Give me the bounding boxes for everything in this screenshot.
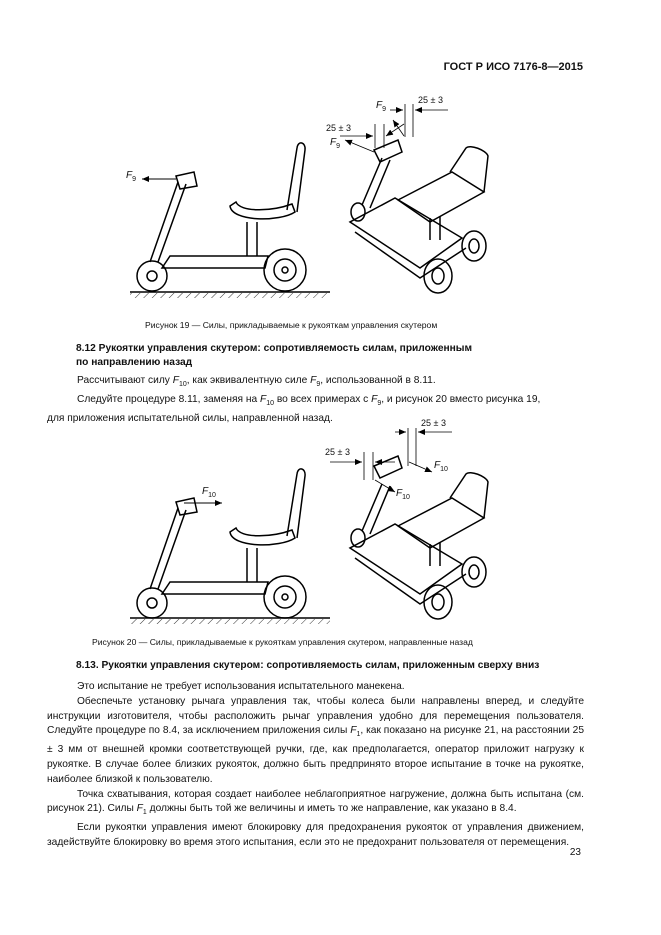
paragraph-8-12-2-cont: для приложения испытательной силы, направленной назад. [47, 412, 333, 424]
section-8-13-title: 8.13. Рукоятки управления скутером: сопротивляемость силам, приложенным сверху вниз [76, 660, 540, 671]
paragraph-8-12-2: Следуйте процедуре 8.11, заменяя на $F_{10}$ во всех примерах с $F_9$, и рисунок 20 вместо рисунка 19, [77, 393, 541, 407]
paragraph-8-13-2: Обеспечьте установку рычага управления так, чтобы колеса были направлены вперед, и следуйте инструкции изготовителя, чтобы расположить рычаг управления удобно для перемещения пользователя. Следуйте процедуре по 8.4, за исключением приложения силы $F_1$, как показано на рисунке 21, на расстоянии 25 ± 3 мм от внешней кромки соответствующей ручки, где, как предполагается, оператор приложит нагрузку к рукоятке. В случае более близких рукояток, должно быть предпринято второе испытание в точке на рукоятке, наиболее близкой к пользователю. [47, 695, 584, 785]
paragraph-8-13-3: Точка схватывания, которая создает наиболее неблагоприятное нагружение, должна быть испытана (см. рисунок 21). Силы $F_1$ должны быть той же величины и иметь то же направление, как указано в 8.4. [47, 788, 584, 817]
paragraph-8-13-1: Это испытание не требует использования испытательного манекена. [77, 681, 405, 692]
paragraph-8-13-4: Если рукоятки управления имеют блокировку для предохранения рукояток от управления движением, задействуйте блокировку во время этого испытания, если это не предохранит пользователя от перемещения. [47, 822, 584, 849]
figure-19-caption: Рисунок 19 — Силы, прикладываемые к рукояткам управления скутером [145, 320, 438, 330]
force-label-f10-lower: $F_{10}$ [396, 488, 410, 501]
paragraph-8-12-1: Рассчитывают силу $F_{10}$, как эквивалентную силе $F_9$, использованной в 8.11. [77, 375, 436, 389]
figure-20-caption: Рисунок 20 — Силы, прикладываемые к рукояткам управления скутером, направленные назад [92, 637, 473, 647]
force-label-f9-right: $F_9$ [330, 137, 341, 150]
force-label-f9-left: $F_9$ [126, 170, 137, 183]
page-number: 23 [569, 847, 581, 858]
force-label-f10-left: $F_{10}$ [202, 486, 216, 499]
dimension-label-right-fig20: 25 ± 3 [421, 418, 446, 428]
scooter-side-view-fig20 [130, 469, 330, 624]
document-id: ГОСТ Р ИСО 7176-8—2015 [443, 61, 583, 73]
scooter-perspective-view-fig20 [350, 456, 488, 619]
force-label-f10-top: $F_{10}$ [434, 460, 448, 473]
dimension-label-left-fig19: 25 ± 3 [326, 123, 351, 133]
dimension-label-left-fig20: 25 ± 3 [325, 447, 350, 457]
force-label-f9-top: $F_9$ [376, 100, 387, 113]
dimension-label-right-fig19: 25 ± 3 [418, 95, 443, 105]
section-8-12-title: 8.12 Рукоятки управления скутером: сопротивляемость силам, приложенным по направлению назад [76, 343, 473, 368]
section-8-13-body [47, 680, 584, 851]
